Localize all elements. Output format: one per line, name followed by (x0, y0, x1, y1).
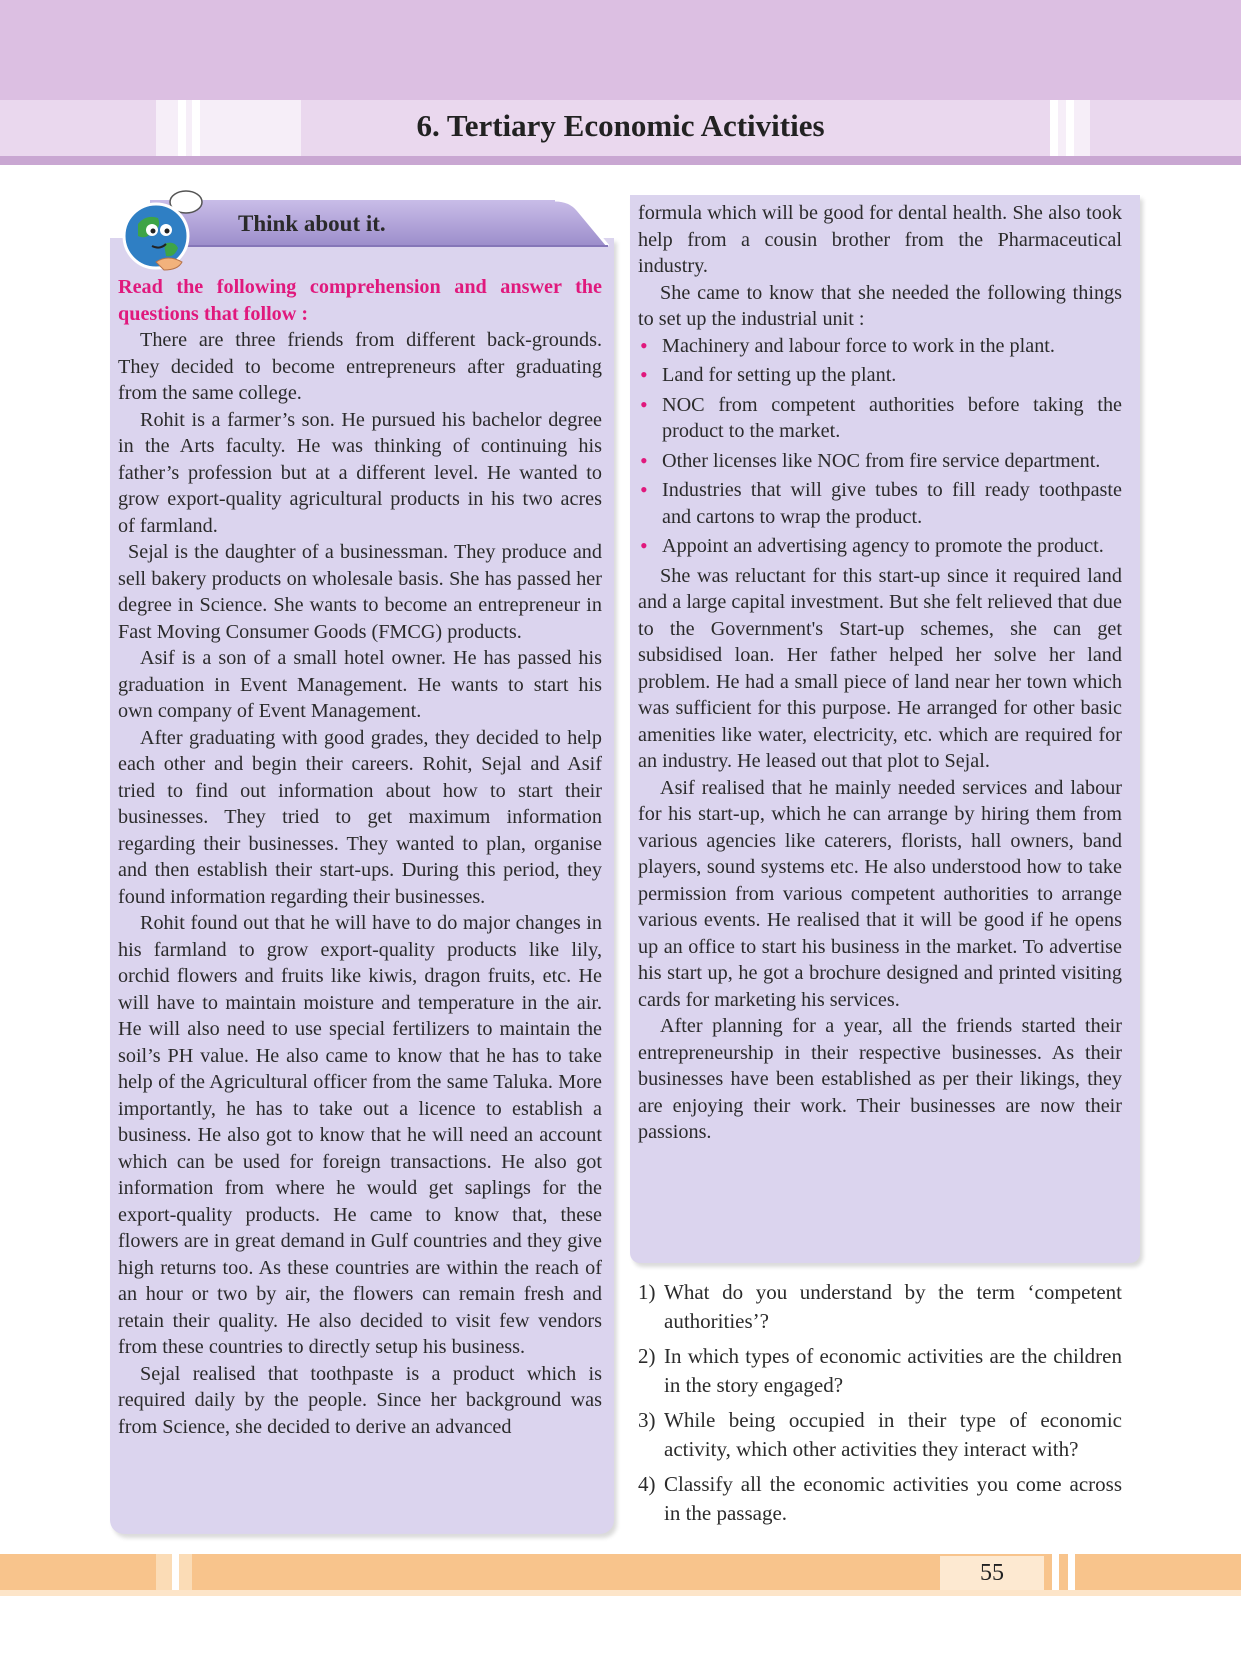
paragraph: There are three friends from different back-grounds. They decided to become entrepreneurs after graduating from the same college. (118, 329, 602, 404)
bullet-dot-icon: • (640, 332, 648, 358)
question-item (638, 1406, 1122, 1464)
right-column-text (638, 200, 1122, 1146)
question-text: While being occupied in their type of economic activity, which other activities they interact with? (664, 1408, 1122, 1461)
paragraph: Sejal realised that toothpaste is a product which is required daily by the people. Since her background was from Science, she decided to derive an advanced (118, 1362, 602, 1438)
page-title: 6. Tertiary Economic Activities (416, 108, 825, 143)
paragraph: Sejal is the daughter of a businessman. They produce and sell bakery products on wholesale basis. She has passed her degree in Science. She wants to become an entrepreneur in Fast Moving Consumer Goods (FMCG) products. (118, 541, 602, 643)
paragraph: After planning for a year, all the friends started their entrepreneurship in their respective businesses. As their businesses have been established as per their likings, they are enjoying their work. Their businesses are now their passions. (638, 1015, 1122, 1143)
question-item (638, 1470, 1122, 1528)
question-item (638, 1342, 1122, 1400)
page-number: 55 (940, 1556, 1044, 1590)
bullet-dot-icon: • (640, 362, 648, 387)
paragraph: Rohit is a farmer’s son. He pursued his bachelor degree in the Arts faculty. He was thinking of continuing his father’s profession but at a different level. He wanted to grow export-quality agricultural products in his two acres of farmland. (118, 408, 602, 537)
paragraph: Asif realised that he mainly needed services and labour for his start-up, which he can arrange by hiring them from various agencies like caterers, florists, hall owners, band players, sound systems etc. He also understood how to take permission from various competent authorities to arrange various events. He realised that it will be good if he opens up an office to start his business in the market. To advertise his start up, he got a brochure designed and printed visiting cards for marketing his services. (638, 776, 1122, 1011)
paragraph-continuation: formula which will be good for dental health. She also took help from a cousin brother from the Pharmaceutical industry. (638, 202, 1122, 277)
bullet-dot-icon: • (640, 391, 648, 417)
requirements-list (638, 333, 1122, 560)
question-number: 4) (638, 1472, 656, 1496)
list-item: • Other licenses like NOC from fire service department. (640, 447, 1101, 473)
question-number: 3) (638, 1408, 656, 1432)
left-column-text (118, 274, 602, 1440)
question-number: 1) (638, 1280, 656, 1304)
question-text: Classify all the economic activities you come across in the passage. (664, 1472, 1122, 1525)
footer-divider (0, 1590, 1241, 1596)
header-divider (0, 156, 1241, 165)
footer-decor-bar (1068, 1554, 1075, 1590)
paragraph: Asif is a son of a small hotel owner. He has passed his graduation in Event Management. He wants to start his own company of Event Management. (118, 647, 602, 722)
header-background (0, 0, 1241, 100)
paragraph: She came to know that she needed the following things to set up the industrial unit : (638, 281, 1122, 330)
think-about-it-label: Think about it. (238, 211, 386, 236)
list-item: • Industries that will give tubes to fill ready toothpaste and cartons to wrap the product. (640, 477, 1122, 528)
paragraph: Rohit found out that he will have to do major changes in his farmland to grow export-quality products like lily, orchid flowers and fruits like kiwis, dragon fruits, etc. He will have to maintain moisture and temperature in the air. He will also need to use special fertilizers to maintain the soil’s PH value. He also came to know that he has to take help of the Agricultural officer from the same Taluka. More importantly, he has to take out a licence to establish a business. He also got to know that he will need an account which can be used for foreign transactions. He also got information from where he would get saplings for the export-quality products. He came to know that, these flowers are in great demand in Gulf countries and they give high returns too. As these countries are within the reach of an hour or two by air, the flowers can remain fresh and retain their quality. He also decided to visit few vendors from these countries to directly setup his business. (118, 912, 602, 1358)
paragraph: She was reluctant for this start-up since it required land and a large capital investment. But she felt relieved that due to the Government's Start-up schemes, she can get subsidised loan. Her father helped her solve her land problem. He had a small piece of land near her town which was sufficient for this purpose. He arranged for other basic amenities like water, electricity, etc. which are required for an industry. He leased out that plot to Sejal. (638, 564, 1122, 772)
paragraph: After graduating with good grades, they decided to help each other and begin their careers. Rohit, Sejal and Asif tried to find out information about how to start their businesses. They tried to get maximum information regarding their businesses. They wanted to plan, organise and then establish their start-ups. During this period, they found information regarding their businesses. (118, 726, 602, 908)
thinking-globe-icon (116, 184, 212, 280)
list-item: • NOC from competent authorities before taking the product to the market. (640, 391, 1122, 442)
bullet-dot-icon: • (640, 533, 648, 558)
list-item: • Appoint an advertising agency to promote the product. (640, 533, 1104, 558)
question-number: 2) (638, 1344, 656, 1368)
comprehension-prompt: Read the following comprehension and answer the questions that follow : (118, 276, 602, 325)
footer-decor-bar (1052, 1554, 1059, 1590)
question-list (638, 1278, 1122, 1534)
question-text: In which types of economic activities are the children in the story engaged? (664, 1344, 1122, 1397)
question-text: What do you understand by the term ‘competent authorities’? (664, 1280, 1122, 1333)
footer-decor-bar (172, 1554, 179, 1590)
question-item (638, 1278, 1122, 1336)
list-item: • Land for setting up the plant. (640, 362, 897, 387)
list-item: • Machinery and labour force to work in the plant. (640, 332, 1055, 358)
bullet-dot-icon: • (640, 447, 648, 473)
bullet-dot-icon: • (640, 477, 648, 502)
